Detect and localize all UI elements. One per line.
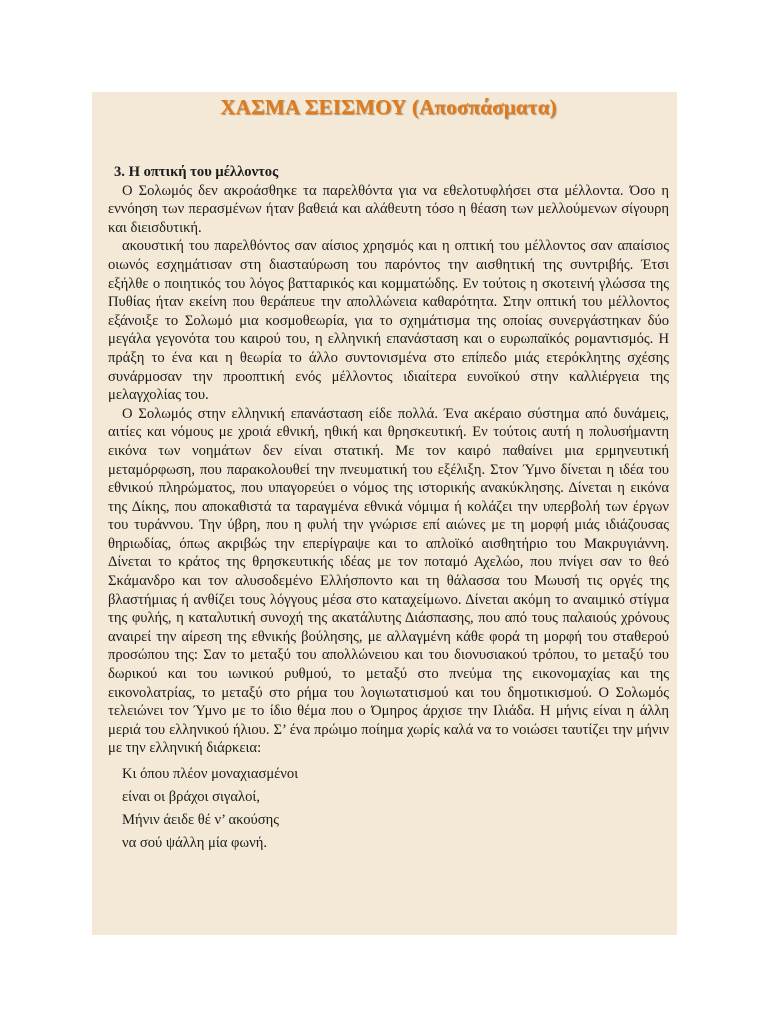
paragraph: Ο Σολωμός στην ελληνική επανάσταση είδε πολλά. Ένα ακέραιο σύστημα από δυνάμεις, αιτίες και νόμους με χροιά εθνική, ηθική και θρησκευτική. Εν τούτοις αυτή η πολυσήμαντη εικόνα των νοημάτων δεν είναι στατική. Με τον καιρό παθαίνει μια ερμηνευτική μεταμόρφωση, που παρακολουθεί την πνευματική του εξέλιξη. Στον Ύμνο δίνεται η ιδέα του εθνικού πληρώματος, που υπαγορεύει ο νόμος της ιστορικής ανακύκλησης. Δίνεται η εικόνα της Δίκης, που αποκαθιστά τα ταραγμένα εθνικά νόμιμα ή κολάζει την υπερβολή των έργων του τυράννου. Την ύβρη, που η φυλή την γνώρισε επί αιώνες με τη μορφή μιάς ιδιάζουσας θηριωδίας, όπως ακριβώς την επερίγραψε και το απλοϊκό αισθητήριο του Μακρυγιάννη. Δίνεται το κράτος της θρησκευτικής ιδέας με τον ποταμό Αχελώο, που πνίγει σαν το θεό Σκάμανδρο και τον αλυσοδεμένο Ελλήσποντο και τη θάλασσα του Μωυσή τις οργές της βλαστήμιας ή ανθίζει τους λόγγους μέσα στο καταχείμωνο. Δίνεται ακόμη το αναιμικό στίγμα της φυλής, η καταλυτική συνοχή της ακατάλυτης Διάσπασης, που από τους παλαιούς χρόνους αναιρεί την αίρεση της εθνικής βούλησης, με αλλαγμένη κάθε φορά τη μορφή του σταθερού προσώπου της: Σαν το μεταξύ του απολλώνειου και του διονυσιακού τρόπου, το μεταξύ του δωρικού και του ιωνικού ρυθμού, το μεταξύ στο πνεύμα της εικονομαχίας και της εικονολατρίας, το μεταξύ στο ρήμα του λογιωτατισμού και του δημοτικισμού. Ο Σολωμός τελειώνει τον Ύμνο με το ίδιο θέμα που ο Όμηρος άρχισε την Ιλιάδα. Η μήνις είναι η άλλη μεριά του ελληνικού ήλιου. Σ’ ένα πρώιμο ποίημα χωρίς καλά να το νοιώσει ταυτίζει την μήνιν με την ελληνική διάρκεια:: [108, 405, 669, 757]
section-heading: 3. Η οπτική του μέλλοντος: [114, 164, 279, 180]
verse-line: Κι όπου πλέον μοναχιασμένοι: [122, 766, 299, 782]
poem-verse: [108, 763, 669, 855]
verse-line: είναι οι βράχοι σιγαλοί,: [122, 789, 260, 805]
verse-line: να σού ψάλλη μία φωνή.: [122, 835, 267, 851]
document-body: [108, 163, 669, 855]
paragraph: Ο Σολωμός δεν ακροάσθηκε τα παρελθόντα για να εθελοτυφλήσει στα μέλλοντα. Όσο η εννόηση των περασμένων ήταν βαθειά και αλάθευτη τόσο η θέαση των μελλούμενων σίγουρη και διεισδυτική.: [108, 182, 669, 236]
document-title: ΧΑΣΜΑ ΣΕΙΣΜΟΥ (Αποσπάσματα): [220, 95, 557, 119]
paragraph: ακουστική του παρελθόντος σαν αίσιος χρησμός και η οπτική του μέλλοντος σαν απαίσιος οιωνός εσχημάτισαν στη διασταύρωση του παρόντος την αισθητική της συντριβής. Έτσι εξήλθε ο ποιητικός του λόγος βατταρικός και κομματώδης. Εν τούτοις η σκοτεινή γλώσσα της Πυθίας ήταν εκείνη που θεράπευε την απολλώνεια καθαρότητα. Στην οπτική του μέλλοντος εξάνοιξε το Σολωμό μια κοσμοθεωρία, για το σχημάτισμα της οποίας συνεργάστηκαν δύο μεγάλα γεγονότα του καιρού του, η ελληνική επανάσταση και ο ευρωπαϊκός ρομαντισμός. Η πράξη το ένα και η θεωρία το άλλο συντονισμένα στο επίπεδο μιάς ετερόκλητης σχέσης συνάρμοσαν την προοπτική ενός μέλλοντος ιδιαίτερα ευνοϊκού στην καλλιέργεια της μελαγχολίας του.: [108, 238, 669, 404]
document-page: [92, 92, 677, 935]
verse-line: Μήνιν άειδε θέ ν’ ακούσης: [122, 812, 280, 828]
